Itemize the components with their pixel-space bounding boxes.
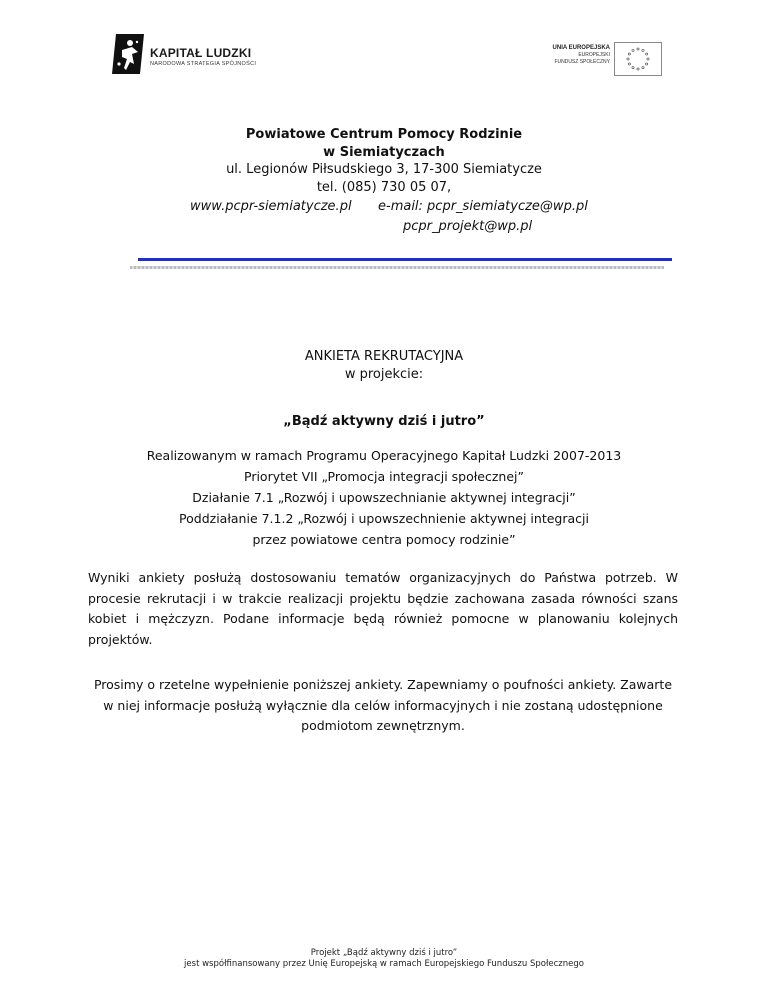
eu-star-icon	[646, 63, 648, 65]
logo-title: KAPITAŁ LUDZKI	[150, 46, 252, 60]
eu-logo	[512, 42, 662, 76]
eu-star-icon	[628, 63, 630, 65]
eu-star-icon	[627, 58, 629, 60]
program-line: Priorytet VII „Promocja integracji społecznej”	[244, 469, 524, 484]
website-link[interactable]: www.pcpr-siemiatycze.pl	[190, 199, 352, 214]
eu-star-icon	[637, 68, 639, 70]
header-divider-grey	[130, 266, 664, 269]
project-name: „Bądź aktywny dziś i jutro”	[283, 414, 485, 429]
phone-number: tel. (085) 730 05 07,	[316, 179, 452, 195]
eu-star-icon	[632, 67, 634, 69]
kapital-ludzki-icon	[110, 32, 146, 76]
survey-heading	[0, 348, 768, 384]
program-info	[0, 445, 768, 550]
footer-line-2: jest współfinansowany przez Unię Europejską w ramach Europejskiego Funduszu Społecznego	[184, 959, 584, 969]
eu-star-icon	[647, 58, 649, 60]
eu-line-2: EUROPEJSKI	[578, 52, 610, 58]
org-city: w Siemiatyczach	[323, 144, 445, 160]
email-primary[interactable]: e-mail: pcpr_siemiatycze@wp.pl	[378, 199, 588, 214]
eu-line-3: FUNDUSZ SPOŁECZNY	[554, 59, 610, 65]
eu-star-icon	[637, 48, 639, 50]
org-name: Powiatowe Centrum Pomocy Rodzinie	[245, 127, 523, 142]
survey-subtitle: w projekcie:	[344, 367, 424, 382]
street-address: ul. Legionów Piłsudskiego 3, 17-300 Siemiatycze	[226, 162, 542, 177]
eu-star-icon	[646, 53, 648, 55]
eu-star-icon	[628, 53, 630, 55]
eu-star-icon	[642, 49, 644, 51]
program-line: przez powiatowe centra pomocy rodzinie”	[252, 532, 516, 547]
eu-star-icon	[632, 49, 634, 51]
kapital-ludzki-logo	[110, 28, 260, 88]
address-block	[0, 126, 768, 196]
program-line: Działanie 7.1 „Rozwój i upowszechnianie aktywnej integracji”	[192, 490, 576, 505]
eu-star-icon	[642, 67, 644, 69]
confidentiality-paragraph: Prosimy o rzetelne wypełnienie poniższej ankiety. Zapewniamy o poufności ankiety. Zawarte w niej informacje posłużą wyłącznie dla celów informacyjnych i nie zostaną udostępnione podmiotom zewnętrznym.	[93, 677, 673, 733]
footer-line-1: Projekt „Bądź aktywny dziś i jutro”	[310, 948, 458, 958]
logo-subtitle: NARODOWA STRATEGIA SPÓJNOŚCI	[150, 61, 257, 67]
program-line: Realizowanym w ramach Programu Operacyjnego Kapitał Ludzki 2007-2013	[146, 448, 622, 463]
eu-logo-text	[510, 44, 610, 66]
survey-title: ANKIETA REKRUTACYJNA	[304, 349, 464, 364]
header-divider-blue	[138, 258, 672, 261]
intro-paragraph: Wyniki ankiety posłużą dostosowaniu tematów organizacyjnych do Państwa potrzeb. W procesie rekrutacji i w trakcie realizacji projektu będzie zachowana zasada równości szans kobiet i mężczyzn. Podane informacje będą również pomocne w planowaniu kolejnych projektów.	[88, 570, 678, 647]
email-secondary[interactable]: pcpr_projekt@wp.pl	[403, 219, 533, 234]
eu-flag-icon	[614, 42, 662, 76]
page-footer	[0, 948, 768, 970]
eu-line-1: UNIA EUROPEJSKA	[552, 45, 610, 51]
program-line: Poddziałanie 7.1.2 „Rozwój i upowszechnienie aktywnej integracji	[179, 511, 589, 526]
